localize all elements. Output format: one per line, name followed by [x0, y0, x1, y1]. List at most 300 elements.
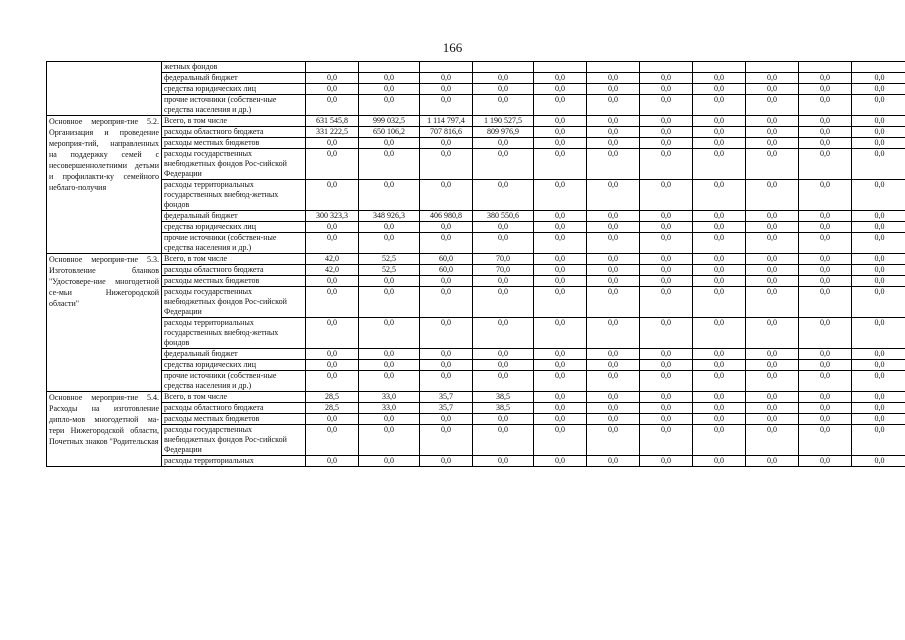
funding-source-cell: расходы областного бюджета [162, 403, 306, 414]
value-cell: 0,0 [420, 287, 473, 318]
value-cell: 0,0 [746, 456, 799, 467]
value-cell: 0,0 [473, 73, 534, 84]
value-cell [693, 62, 746, 73]
value-cell: 0,0 [534, 360, 587, 371]
value-cell: 0,0 [420, 233, 473, 254]
value-cell: 0,0 [852, 265, 905, 276]
value-cell: 0,0 [799, 265, 852, 276]
value-cell: 406 980,8 [420, 211, 473, 222]
value-cell: 0,0 [693, 138, 746, 149]
value-cell: 348 926,3 [359, 211, 420, 222]
value-cell: 0,0 [587, 318, 640, 349]
value-cell: 0,0 [534, 180, 587, 211]
value-cell: 0,0 [693, 149, 746, 180]
value-cell: 0,0 [473, 233, 534, 254]
value-cell: 0,0 [587, 403, 640, 414]
value-cell: 0,0 [420, 138, 473, 149]
value-cell: 0,0 [746, 425, 799, 456]
value-cell: 0,0 [746, 95, 799, 116]
value-cell: 0,0 [640, 371, 693, 392]
value-cell: 0,0 [693, 211, 746, 222]
funding-source-cell: прочие источники (собствен-ные средства населения и др.) [162, 371, 306, 392]
value-cell: 0,0 [534, 84, 587, 95]
value-cell: 0,0 [473, 138, 534, 149]
value-cell: 0,0 [693, 84, 746, 95]
value-cell: 1 190 527,5 [473, 116, 534, 127]
value-cell: 0,0 [587, 287, 640, 318]
value-cell: 35,7 [420, 392, 473, 403]
value-cell: 0,0 [746, 116, 799, 127]
table-row [47, 149, 905, 180]
funding-source-cell: средства юридических лиц [162, 222, 306, 233]
value-cell: 0,0 [852, 349, 905, 360]
value-cell: 0,0 [534, 392, 587, 403]
funding-source-cell: расходы местных бюджетов [162, 276, 306, 287]
value-cell: 0,0 [746, 138, 799, 149]
value-cell: 0,0 [587, 254, 640, 265]
table-row [47, 360, 905, 371]
value-cell: 0,0 [534, 349, 587, 360]
value-cell: 0,0 [746, 73, 799, 84]
value-cell: 0,0 [640, 84, 693, 95]
value-cell: 0,0 [852, 233, 905, 254]
value-cell: 0,0 [359, 95, 420, 116]
value-cell: 0,0 [640, 360, 693, 371]
value-cell: 0,0 [473, 149, 534, 180]
activity-cell [47, 62, 162, 116]
value-cell: 0,0 [693, 456, 746, 467]
value-cell: 0,0 [587, 138, 640, 149]
value-cell: 707 816,6 [420, 127, 473, 138]
value-cell: 0,0 [306, 233, 359, 254]
value-cell: 0,0 [852, 116, 905, 127]
value-cell: 0,0 [640, 318, 693, 349]
value-cell: 0,0 [420, 73, 473, 84]
value-cell: 28,5 [306, 392, 359, 403]
value-cell: 0,0 [306, 180, 359, 211]
funding-source-cell: прочие источники (собствен-ные средства населения и др.) [162, 95, 306, 116]
value-cell: 0,0 [640, 116, 693, 127]
value-cell: 0,0 [306, 222, 359, 233]
value-cell: 809 976,9 [473, 127, 534, 138]
value-cell: 0,0 [640, 403, 693, 414]
value-cell: 0,0 [587, 414, 640, 425]
value-cell: 0,0 [587, 95, 640, 116]
activity-cell: Основное мероприя-тие 5.3. Изготовление бланков "Удостовере-ние многодетной се-мьи Нижегородской области" [47, 254, 162, 392]
value-cell: 300 323,3 [306, 211, 359, 222]
value-cell: 0,0 [693, 254, 746, 265]
value-cell: 0,0 [359, 73, 420, 84]
value-cell: 0,0 [587, 456, 640, 467]
value-cell: 0,0 [534, 211, 587, 222]
value-cell [746, 62, 799, 73]
value-cell: 38,5 [473, 392, 534, 403]
value-cell: 0,0 [587, 265, 640, 276]
budget-table [46, 61, 905, 467]
value-cell: 0,0 [587, 116, 640, 127]
value-cell: 0,0 [799, 287, 852, 318]
funding-source-cell: расходы территориальных государственных внебюд-жетных фондов [162, 318, 306, 349]
value-cell: 0,0 [799, 180, 852, 211]
value-cell: 0,0 [799, 403, 852, 414]
value-cell: 0,0 [473, 276, 534, 287]
value-cell: 0,0 [306, 287, 359, 318]
value-cell: 0,0 [852, 138, 905, 149]
value-cell: 0,0 [473, 95, 534, 116]
value-cell: 42,0 [306, 254, 359, 265]
funding-source-cell: расходы государственных внебюджетных фондов Рос-сийской Федерации [162, 287, 306, 318]
value-cell: 0,0 [799, 392, 852, 403]
value-cell: 0,0 [693, 414, 746, 425]
value-cell: 0,0 [746, 349, 799, 360]
value-cell: 0,0 [473, 414, 534, 425]
table-row [47, 403, 905, 414]
value-cell: 0,0 [587, 149, 640, 180]
value-cell: 0,0 [799, 73, 852, 84]
funding-source-cell: жетных фондов [162, 62, 306, 73]
value-cell: 0,0 [359, 84, 420, 95]
value-cell: 0,0 [587, 84, 640, 95]
value-cell: 0,0 [420, 95, 473, 116]
value-cell: 0,0 [359, 360, 420, 371]
funding-source-cell: федеральный бюджет [162, 211, 306, 222]
value-cell: 0,0 [693, 392, 746, 403]
value-cell: 0,0 [359, 138, 420, 149]
table-row [47, 414, 905, 425]
value-cell: 0,0 [587, 73, 640, 84]
value-cell: 0,0 [587, 276, 640, 287]
value-cell [534, 62, 587, 73]
value-cell: 0,0 [420, 222, 473, 233]
value-cell: 0,0 [746, 403, 799, 414]
table-row [47, 349, 905, 360]
value-cell: 0,0 [640, 73, 693, 84]
value-cell: 0,0 [852, 287, 905, 318]
value-cell: 0,0 [693, 425, 746, 456]
table-body [47, 62, 905, 467]
value-cell: 0,0 [359, 222, 420, 233]
value-cell: 0,0 [693, 73, 746, 84]
value-cell: 0,0 [799, 211, 852, 222]
funding-source-cell: расходы местных бюджетов [162, 414, 306, 425]
value-cell: 0,0 [746, 287, 799, 318]
value-cell: 0,0 [534, 276, 587, 287]
value-cell: 0,0 [852, 392, 905, 403]
table-row [47, 233, 905, 254]
value-cell: 331 222,5 [306, 127, 359, 138]
funding-source-cell: расходы областного бюджета [162, 127, 306, 138]
value-cell: 70,0 [473, 254, 534, 265]
value-cell: 0,0 [587, 180, 640, 211]
table-row [47, 265, 905, 276]
value-cell: 0,0 [799, 116, 852, 127]
value-cell: 0,0 [420, 414, 473, 425]
value-cell: 0,0 [640, 425, 693, 456]
value-cell [359, 62, 420, 73]
value-cell: 0,0 [306, 360, 359, 371]
activity-cell: Основное мероприя-тие 5.2. Организация и проведение мероприя-тий, направленных на поддержку семей с несовершеннолетними детьми и профилакти-ку семейного неблаго-получия [47, 116, 162, 254]
value-cell: 0,0 [534, 318, 587, 349]
value-cell: 0,0 [640, 254, 693, 265]
value-cell: 0,0 [746, 414, 799, 425]
value-cell: 0,0 [746, 265, 799, 276]
value-cell: 0,0 [746, 371, 799, 392]
value-cell: 0,0 [534, 287, 587, 318]
value-cell: 0,0 [799, 276, 852, 287]
value-cell: 0,0 [852, 95, 905, 116]
value-cell: 0,0 [852, 127, 905, 138]
value-cell: 0,0 [799, 425, 852, 456]
value-cell: 0,0 [306, 414, 359, 425]
value-cell: 0,0 [640, 265, 693, 276]
value-cell: 0,0 [746, 254, 799, 265]
value-cell: 0,0 [746, 318, 799, 349]
value-cell: 0,0 [852, 254, 905, 265]
value-cell: 0,0 [693, 180, 746, 211]
value-cell: 0,0 [534, 138, 587, 149]
value-cell: 0,0 [640, 414, 693, 425]
value-cell: 0,0 [693, 95, 746, 116]
value-cell: 0,0 [587, 233, 640, 254]
value-cell: 0,0 [473, 318, 534, 349]
table-row [47, 392, 905, 403]
value-cell: 0,0 [640, 276, 693, 287]
value-cell: 0,0 [420, 318, 473, 349]
value-cell: 0,0 [420, 425, 473, 456]
funding-source-cell: расходы территориальных государственных внебюд-жетных фондов [162, 180, 306, 211]
funding-source-cell: Всего, в том числе [162, 116, 306, 127]
table-row [47, 95, 905, 116]
value-cell: 0,0 [473, 180, 534, 211]
value-cell: 0,0 [587, 425, 640, 456]
value-cell: 0,0 [473, 287, 534, 318]
table-row [47, 127, 905, 138]
value-cell: 0,0 [693, 116, 746, 127]
value-cell: 70,0 [473, 265, 534, 276]
value-cell: 0,0 [473, 84, 534, 95]
value-cell: 0,0 [640, 222, 693, 233]
value-cell: 0,0 [359, 180, 420, 211]
value-cell: 0,0 [799, 127, 852, 138]
funding-source-cell: Всего, в том числе [162, 254, 306, 265]
value-cell: 0,0 [640, 149, 693, 180]
value-cell: 0,0 [420, 276, 473, 287]
funding-source-cell: средства юридических лиц [162, 84, 306, 95]
value-cell: 0,0 [359, 414, 420, 425]
funding-source-cell: расходы областного бюджета [162, 265, 306, 276]
value-cell: 0,0 [420, 149, 473, 180]
value-cell: 0,0 [746, 211, 799, 222]
value-cell: 0,0 [799, 138, 852, 149]
value-cell [640, 62, 693, 73]
value-cell: 0,0 [587, 360, 640, 371]
value-cell: 0,0 [473, 371, 534, 392]
value-cell: 0,0 [420, 456, 473, 467]
value-cell: 0,0 [420, 180, 473, 211]
value-cell: 0,0 [306, 456, 359, 467]
value-cell: 0,0 [640, 211, 693, 222]
value-cell: 0,0 [693, 360, 746, 371]
funding-source-cell: расходы местных бюджетов [162, 138, 306, 149]
value-cell: 0,0 [852, 180, 905, 211]
value-cell [420, 62, 473, 73]
value-cell: 0,0 [640, 287, 693, 318]
value-cell: 0,0 [534, 73, 587, 84]
value-cell [852, 62, 905, 73]
value-cell: 0,0 [420, 84, 473, 95]
value-cell: 0,0 [852, 425, 905, 456]
value-cell: 0,0 [852, 371, 905, 392]
value-cell: 0,0 [799, 254, 852, 265]
value-cell: 0,0 [852, 360, 905, 371]
value-cell: 60,0 [420, 254, 473, 265]
value-cell: 631 545,8 [306, 116, 359, 127]
value-cell: 0,0 [693, 318, 746, 349]
value-cell: 42,0 [306, 265, 359, 276]
value-cell: 0,0 [799, 456, 852, 467]
value-cell: 0,0 [640, 180, 693, 211]
value-cell: 0,0 [587, 392, 640, 403]
value-cell: 0,0 [693, 265, 746, 276]
value-cell: 0,0 [799, 414, 852, 425]
table-row [47, 425, 905, 456]
value-cell: 0,0 [587, 222, 640, 233]
value-cell [306, 62, 359, 73]
value-cell: 0,0 [359, 233, 420, 254]
value-cell: 0,0 [746, 180, 799, 211]
value-cell: 38,5 [473, 403, 534, 414]
value-cell: 0,0 [640, 233, 693, 254]
value-cell: 0,0 [746, 222, 799, 233]
value-cell: 0,0 [693, 349, 746, 360]
value-cell: 0,0 [640, 127, 693, 138]
table-row [47, 73, 905, 84]
value-cell: 0,0 [746, 127, 799, 138]
value-cell: 0,0 [852, 403, 905, 414]
value-cell: 0,0 [799, 95, 852, 116]
value-cell: 0,0 [359, 318, 420, 349]
value-cell: 0,0 [306, 371, 359, 392]
value-cell: 0,0 [587, 127, 640, 138]
value-cell: 52,5 [359, 265, 420, 276]
table-row [47, 211, 905, 222]
table-row [47, 456, 905, 467]
value-cell [799, 62, 852, 73]
table-row [47, 287, 905, 318]
value-cell: 0,0 [587, 349, 640, 360]
table-row [47, 318, 905, 349]
value-cell: 0,0 [746, 233, 799, 254]
value-cell: 0,0 [534, 456, 587, 467]
value-cell: 0,0 [640, 95, 693, 116]
value-cell: 0,0 [420, 371, 473, 392]
value-cell: 0,0 [306, 149, 359, 180]
funding-source-cell: расходы государственных внебюджетных фондов Рос-сийской Федерации [162, 425, 306, 456]
value-cell: 0,0 [693, 127, 746, 138]
funding-source-cell: Всего, в том числе [162, 392, 306, 403]
value-cell: 999 032,5 [359, 116, 420, 127]
value-cell: 0,0 [640, 138, 693, 149]
value-cell: 0,0 [534, 222, 587, 233]
value-cell: 0,0 [359, 371, 420, 392]
table-row [47, 180, 905, 211]
value-cell: 0,0 [306, 276, 359, 287]
funding-source-cell: расходы государственных внебюджетных фондов Рос-сийской Федерации [162, 149, 306, 180]
value-cell: 0,0 [306, 95, 359, 116]
value-cell: 0,0 [693, 233, 746, 254]
value-cell: 0,0 [359, 276, 420, 287]
funding-source-cell: прочие источники (собствен-ные средства населения и др.) [162, 233, 306, 254]
value-cell: 0,0 [799, 371, 852, 392]
value-cell: 1 114 797,4 [420, 116, 473, 127]
value-cell: 0,0 [799, 349, 852, 360]
value-cell: 0,0 [359, 425, 420, 456]
value-cell: 0,0 [852, 222, 905, 233]
value-cell: 0,0 [534, 233, 587, 254]
value-cell: 33,0 [359, 392, 420, 403]
value-cell: 0,0 [587, 371, 640, 392]
funding-source-cell: средства юридических лиц [162, 360, 306, 371]
value-cell: 0,0 [746, 276, 799, 287]
value-cell: 0,0 [420, 349, 473, 360]
value-cell: 0,0 [799, 149, 852, 180]
value-cell: 0,0 [693, 287, 746, 318]
value-cell: 0,0 [473, 360, 534, 371]
value-cell: 0,0 [852, 149, 905, 180]
value-cell: 0,0 [799, 222, 852, 233]
value-cell: 0,0 [693, 371, 746, 392]
value-cell: 0,0 [746, 360, 799, 371]
value-cell: 0,0 [587, 211, 640, 222]
table-row [47, 116, 905, 127]
table-row [47, 222, 905, 233]
value-cell: 0,0 [534, 414, 587, 425]
value-cell: 0,0 [640, 392, 693, 403]
value-cell: 0,0 [746, 84, 799, 95]
value-cell: 0,0 [852, 456, 905, 467]
funding-source-cell: федеральный бюджет [162, 73, 306, 84]
value-cell [473, 62, 534, 73]
value-cell: 0,0 [420, 360, 473, 371]
table-row [47, 371, 905, 392]
value-cell: 0,0 [473, 425, 534, 456]
value-cell: 0,0 [640, 349, 693, 360]
value-cell: 28,5 [306, 403, 359, 414]
value-cell: 0,0 [306, 84, 359, 95]
page-number: 166 [442, 40, 463, 55]
value-cell: 0,0 [852, 318, 905, 349]
value-cell: 0,0 [473, 349, 534, 360]
value-cell: 0,0 [534, 95, 587, 116]
value-cell: 0,0 [693, 403, 746, 414]
funding-source-cell: расходы территориальных [162, 456, 306, 467]
value-cell: 0,0 [534, 265, 587, 276]
value-cell: 380 550,6 [473, 211, 534, 222]
value-cell: 0,0 [359, 349, 420, 360]
value-cell: 0,0 [799, 233, 852, 254]
value-cell: 0,0 [852, 84, 905, 95]
activity-cell: Основное мероприя-тие 5.4. Расходы на изготовление дипло-мов многодетной ма-тери Нижегородской области, Почетных знаков "Родительская [47, 392, 162, 467]
value-cell: 0,0 [534, 371, 587, 392]
value-cell: 0,0 [359, 287, 420, 318]
value-cell: 0,0 [534, 403, 587, 414]
value-cell: 0,0 [359, 456, 420, 467]
value-cell: 33,0 [359, 403, 420, 414]
value-cell: 650 106,2 [359, 127, 420, 138]
value-cell: 0,0 [746, 392, 799, 403]
value-cell: 0,0 [534, 127, 587, 138]
value-cell: 0,0 [693, 222, 746, 233]
